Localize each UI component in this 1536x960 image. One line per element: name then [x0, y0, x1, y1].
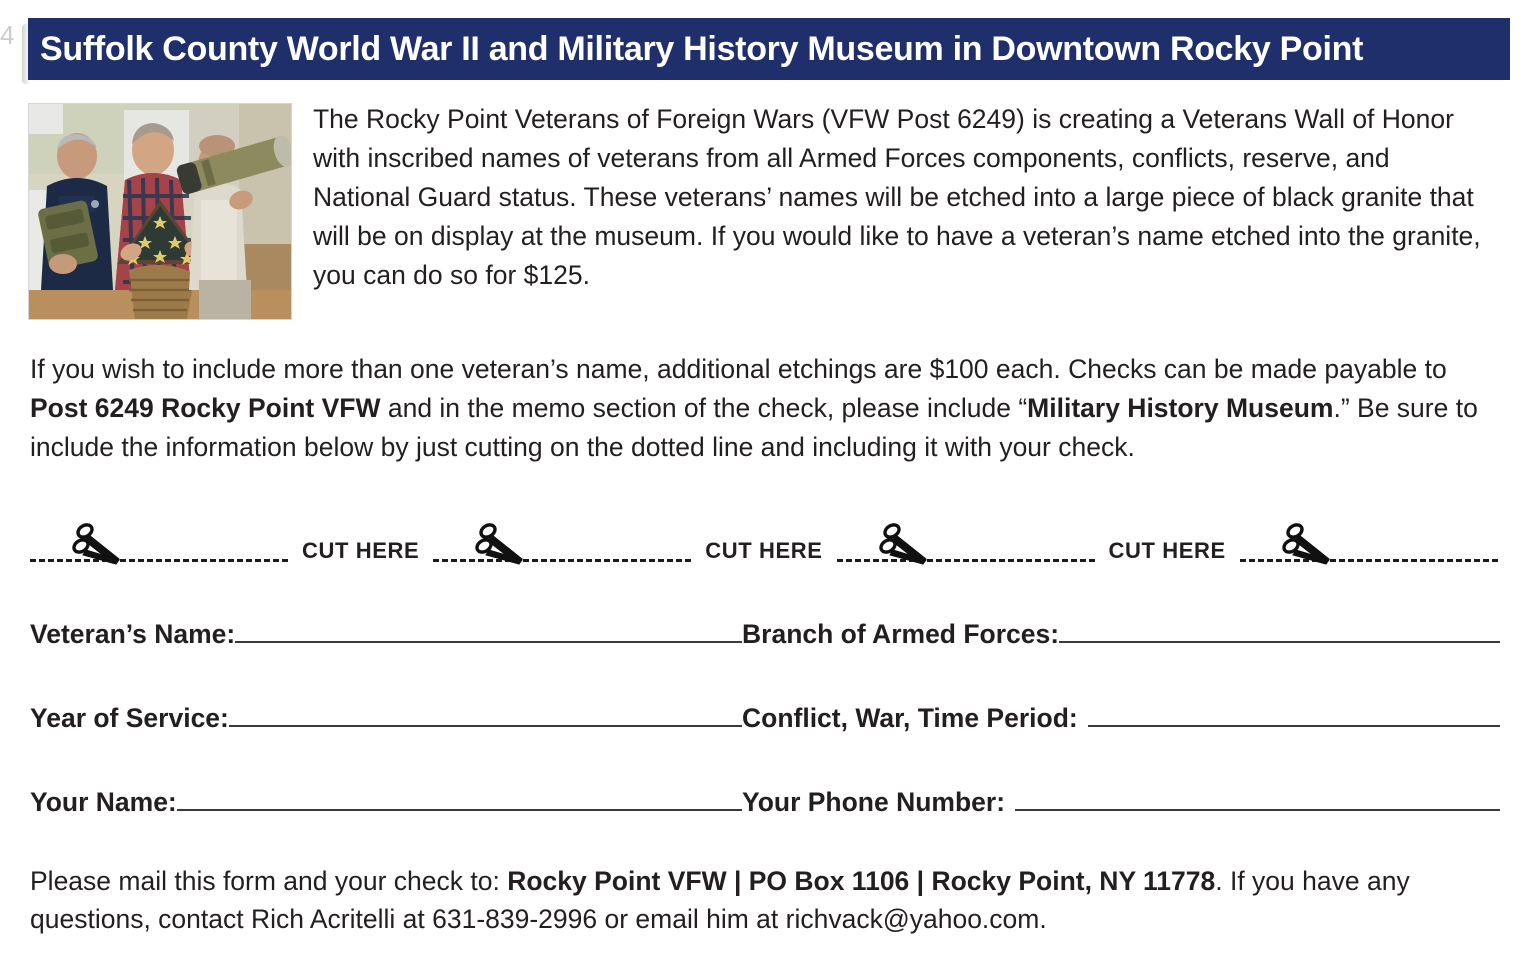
conflict-war-time-period-input[interactable] [1088, 699, 1500, 727]
dashed-cut-line [1240, 559, 1498, 562]
form-row-1 [30, 615, 1500, 699]
form-row-2 [30, 699, 1500, 783]
registration-form [30, 615, 1500, 867]
scissors-icon [1282, 522, 1334, 568]
footer-seg1: Please mail this form and your check to: [30, 866, 508, 896]
form-row-3 [30, 783, 1500, 867]
cut-segment-2 [433, 518, 691, 570]
intro-paragraph: The Rocky Point Veterans of Foreign Wars (VFW Post 6249) is creating a Veterans Wall of Honor with inscribed names of veterans from all Armed Forces components, conflicts, reserve, and National Guard status. These veterans’ names will be etched into a large piece of black granite that will be on display at the museum. If you would like to have a veteran’s name etched into the granite, you can do so for $125. [313, 104, 1481, 290]
scissors-icon [72, 522, 124, 568]
dashed-cut-line [433, 559, 691, 562]
year-of-service-input[interactable] [229, 699, 742, 727]
instructions-seg3: .” Be sure to include the information below by just cutting on the dotted line and including it with your check. [30, 393, 1478, 462]
instructions-seg1: If you wish to include more than one veteran’s name, additional etchings are $100 each. Checks can be made payable to [30, 354, 1447, 384]
branch-of-armed-forces-label: Branch of Armed Forces: [742, 619, 1060, 649]
veterans-name-label: Veteran’s Name: [30, 619, 236, 649]
cut-segment-1 [30, 518, 288, 570]
veterans-photo [28, 103, 292, 320]
mailing-instructions [30, 862, 1492, 938]
memo-text: Military History Museum [1027, 393, 1334, 423]
page-title: Suffolk County World War II and Military History Museum in Downtown Rocky Point [40, 29, 1364, 68]
veterans-name-input[interactable] [235, 615, 742, 643]
cut-here-label-3: CUT HERE [1108, 538, 1226, 563]
your-name-field[interactable] [30, 783, 742, 818]
conflict-war-time-period-label: Conflict, War, Time Period: [742, 703, 1078, 733]
title-banner [28, 18, 1510, 80]
dashed-cut-line [30, 559, 288, 562]
cut-segment-4 [1240, 518, 1498, 570]
branch-of-armed-forces-input[interactable] [1059, 615, 1500, 643]
cut-segment-3 [837, 518, 1095, 570]
cut-here-label-1: CUT HERE [302, 538, 420, 563]
year-of-service-field[interactable] [30, 699, 742, 734]
conflict-war-time-period-field[interactable] [742, 699, 1500, 734]
footer-seg2: . If you have any questions, contact Rich Acritelli at 631-839-2996 or email him at richvack@yahoo.com. [30, 866, 1410, 934]
veterans-photo-image [29, 104, 291, 319]
your-phone-number-input[interactable] [1015, 783, 1500, 811]
veterans-name-field[interactable] [30, 615, 742, 650]
instructions-paragraph [30, 350, 1492, 467]
mailing-address: Rocky Point VFW | PO Box 1106 | Rocky Point, NY 11778 [507, 866, 1216, 896]
scissors-icon [475, 522, 527, 568]
cut-here-divider [30, 518, 1500, 570]
your-name-label: Your Name: [30, 787, 177, 817]
payee-name: Post 6249 Rocky Point VFW [30, 393, 381, 423]
your-phone-number-field[interactable] [742, 783, 1500, 818]
year-of-service-label: Year of Service: [30, 703, 229, 733]
your-phone-number-label: Your Phone Number: [742, 787, 1006, 817]
cut-here-label-2: CUT HERE [705, 538, 823, 563]
your-name-input[interactable] [177, 783, 742, 811]
branch-of-armed-forces-field[interactable] [742, 615, 1500, 650]
scissors-icon [879, 522, 931, 568]
page-edge-artifact: 4 [0, 22, 15, 48]
instructions-seg2: and in the memo section of the check, please include “ [380, 393, 1028, 423]
dashed-cut-line [837, 559, 1095, 562]
